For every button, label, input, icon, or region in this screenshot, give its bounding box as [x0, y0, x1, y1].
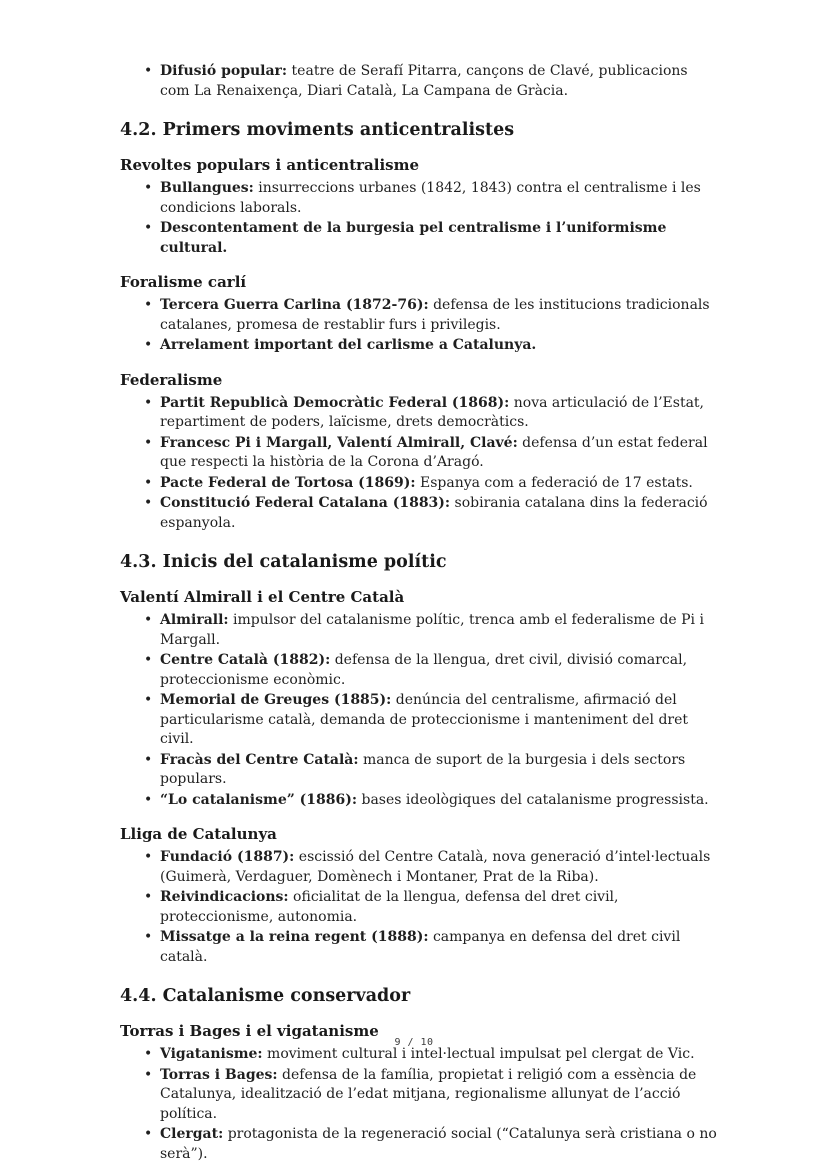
bullet-text: sobirania catalana dins la federació espanyola. — [160, 495, 708, 531]
subsection-heading: Federalisme — [120, 370, 223, 389]
bullet-text: defensa de la família, propietat i religió com a essència de Catalunya, idealització de l’edat mitjana, regionalisme allunyat de l’acció política. — [160, 1066, 697, 1122]
bullet-text: campanya en defensa del dret civil català. — [160, 929, 681, 965]
bullet-lead: Descontentament de la burgesia pel centralisme i l’uniformisme cultural. — [160, 220, 667, 256]
list-item — [160, 611, 720, 650]
bullet-list — [120, 611, 720, 810]
list-item — [160, 888, 720, 927]
bullet-text: bases ideològiques del catalanisme progressista. — [357, 791, 709, 808]
bullet-lead: Torras i Bages: — [160, 1066, 278, 1083]
bullet-lead: Fracàs del Centre Català: — [160, 751, 359, 768]
bullet-text: insurreccions urbanes (1842, 1843) contra el centralisme i les condicions laborals. — [160, 180, 701, 216]
subsection-heading: Revoltes populars i anticentralisme — [120, 156, 420, 174]
list-item — [160, 494, 720, 533]
bullet-list — [120, 62, 720, 101]
bullet-text: protagonista de la regeneració social (“Catalunya serà cristiana o no serà”). — [160, 1126, 717, 1162]
bullet-text: defensa d’un estat federal que respecti la història de la Corona d’Aragó. — [160, 434, 708, 470]
bullet-lead: Centre Català (1882): — [160, 652, 331, 668]
list-item — [160, 791, 720, 811]
bullet-lead: Difusió popular: — [160, 63, 288, 79]
bullet-text: escissió del Centre Català, nova generació d’intel·lectuals (Guimerà, Verdaguer, Domènech i Montaner, Prat de la Riba). — [160, 849, 711, 885]
section-heading: 4.4. Catalanisme conservador — [120, 986, 411, 1006]
bullet-text: defensa de les institucions tradicionals catalanes, promesa de restablir furs i privilegis. — [160, 297, 710, 333]
bullet-lead: Partit Republicà Democràtic Federal (1868): — [160, 394, 510, 411]
list-item — [160, 219, 720, 258]
list-item — [160, 928, 720, 967]
page-number: 9 / 10 — [394, 1037, 434, 1048]
bullet-text: nova articulació de l’Estat, repartiment de poders, laïcisme, drets democràtics. — [160, 394, 704, 430]
bullet-list — [120, 296, 720, 356]
bullet-lead: Missatge a la reina regent (1888): — [160, 929, 429, 945]
bullet-text: manca de suport de la burgesia i dels sectors populars. — [160, 751, 686, 787]
bullet-list — [120, 394, 720, 534]
bullet-list — [120, 848, 720, 967]
bullet-lead: Clergat: — [160, 1126, 224, 1142]
bullet-text: teatre de Serafí Pitarra, cançons de Clavé, publicacions com La Renaixença, Diari Català, La Campana de Gràcia. — [160, 63, 688, 99]
list-item — [160, 394, 720, 433]
bullet-text: defensa de la llengua, dret civil, divisió comarcal, proteccionisme econòmic. — [160, 652, 688, 688]
bullet-text: Espanya com a federació de 17 estats. — [415, 474, 693, 491]
bullet-lead: Vigatanisme: — [160, 1046, 263, 1062]
document-content — [120, 62, 720, 1166]
bullet-lead: Arrelament important del carlisme a Catalunya. — [160, 337, 537, 353]
list-item — [160, 1125, 720, 1164]
list-item — [160, 62, 720, 101]
bullet-lead: Almirall: — [160, 612, 229, 628]
subsection-heading: Valentí Almirall i el Centre Català — [120, 588, 405, 606]
bullet-text: denúncia del centralisme, afirmació del particularisme català, demanda de proteccionisme i manteniment del dret civil. — [160, 692, 689, 747]
bullet-lead: Reivindicacions: — [160, 889, 289, 905]
bullet-text: oficialitat de la llengua, defensa del dret civil, proteccionisme, autonomia. — [160, 889, 619, 925]
subsection-heading: Foralisme carlí — [120, 273, 247, 291]
bullet-lead: Tercera Guerra Carlina (1872-76): — [160, 297, 429, 313]
section-heading: 4.3. Inicis del catalanisme polític — [120, 552, 447, 572]
bullet-text: impulsor del catalanisme polític, trenca amb el federalisme de Pi i Margall. — [160, 612, 704, 648]
bullet-lead: Bullangues: — [160, 180, 254, 196]
list-item — [160, 751, 720, 790]
bullet-lead: “Lo catalanisme” (1886): — [160, 791, 358, 808]
list-item — [160, 1066, 720, 1125]
bullet-text: moviment cultural i intel·lectual impulsat pel clergat de Vic. — [262, 1046, 695, 1062]
list-item — [160, 848, 720, 887]
bullet-lead: Memorial de Greuges (1885): — [160, 692, 392, 708]
bullet-lead: Pacte Federal de Tortosa (1869): — [160, 474, 416, 491]
bullet-lead: Fundació (1887): — [160, 849, 295, 865]
subsection-heading: Torras i Bages i el vigatanisme — [120, 1022, 379, 1040]
bullet-list — [120, 179, 720, 258]
list-item — [160, 651, 720, 690]
bullet-list — [120, 1045, 720, 1164]
list-item — [160, 336, 720, 356]
list-item — [160, 691, 720, 750]
list-item — [160, 179, 720, 218]
subsection-heading: Lliga de Catalunya — [120, 825, 277, 843]
list-item — [160, 296, 720, 335]
list-item — [160, 474, 720, 494]
bullet-lead: Francesc Pi i Margall, Valentí Almirall, Clavé: — [160, 434, 518, 451]
section-heading: 4.2. Primers moviments anticentralistes — [120, 120, 515, 140]
bullet-lead: Constitució Federal Catalana (1883): — [160, 495, 451, 511]
list-item — [160, 434, 720, 473]
